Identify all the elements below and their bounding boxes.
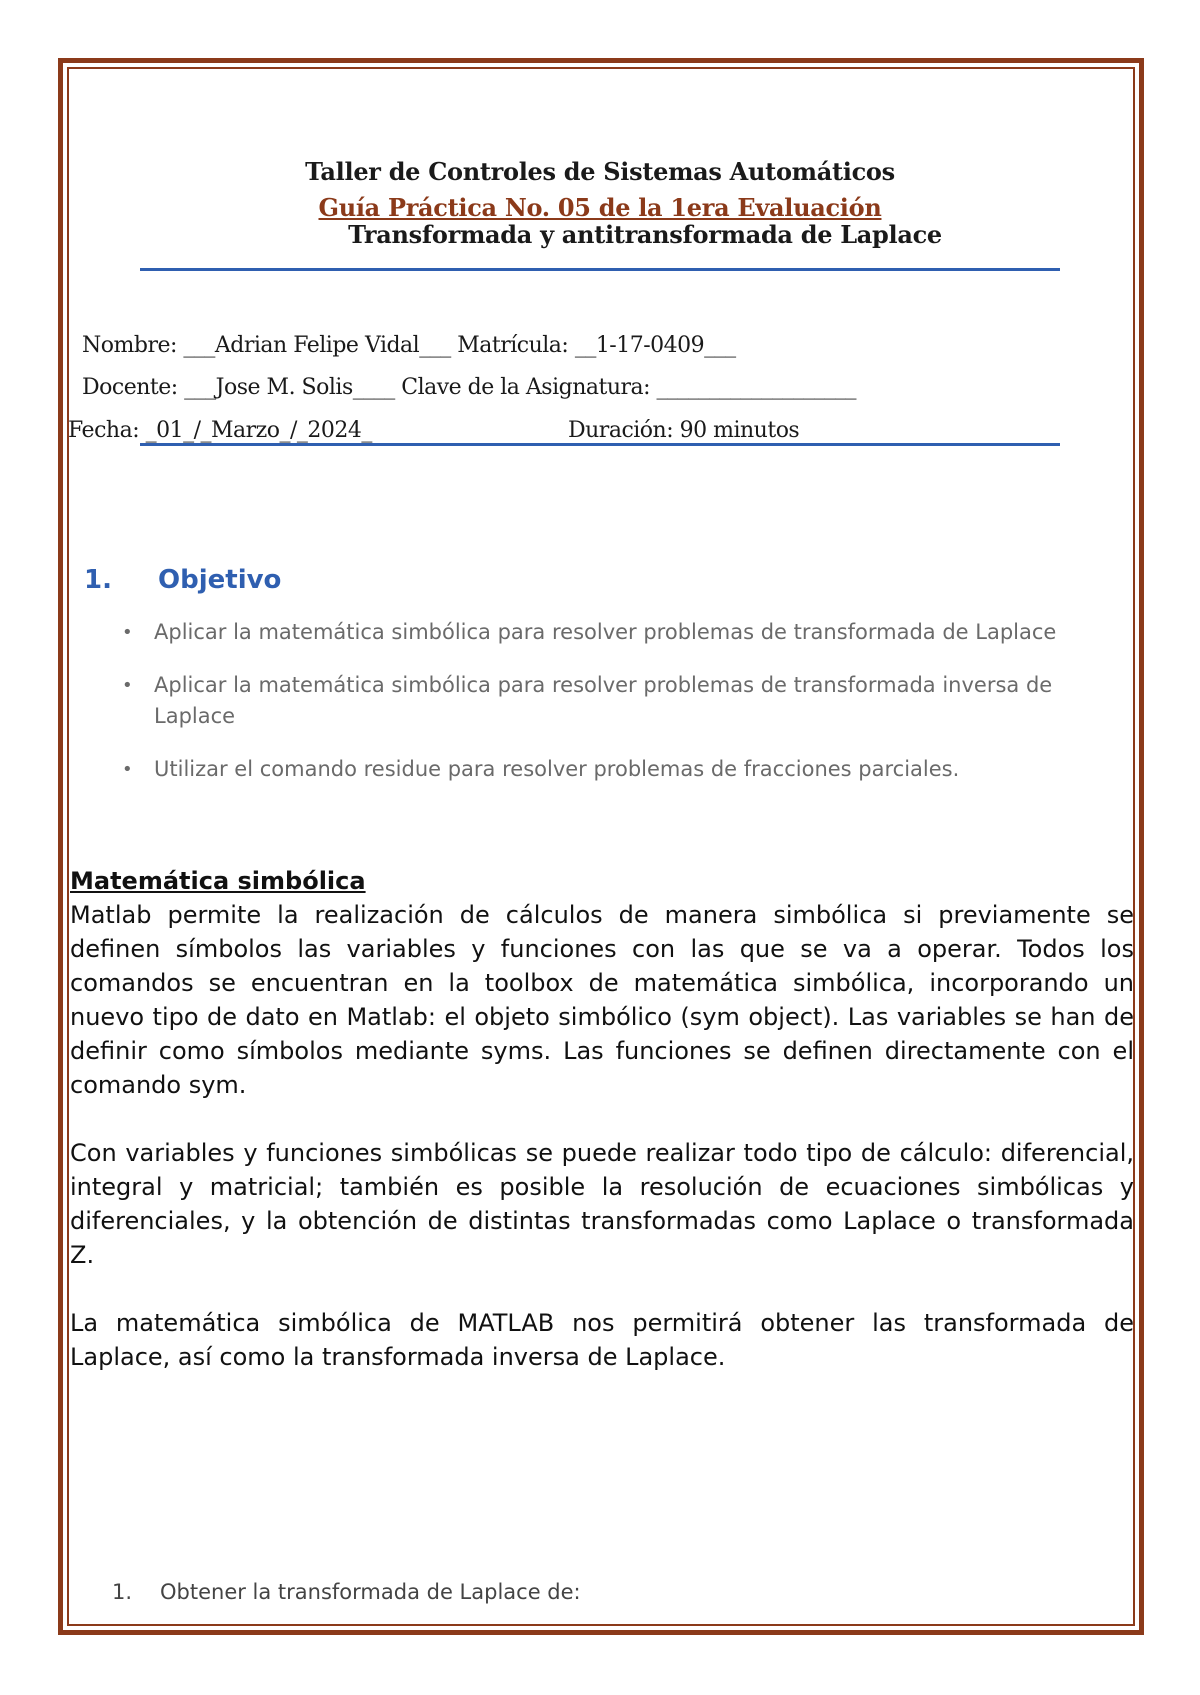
objetivo-list [118, 617, 1128, 807]
nombre-label: Nombre: [82, 333, 177, 358]
clave-label: Clave de la Asignatura: [401, 375, 651, 400]
fecha-value: _01_/_Marzo_/_2024_ [145, 418, 372, 443]
fecha-row [68, 418, 372, 443]
document-subtitle: Guía Práctica No. 05 de la 1era Evaluación [318, 193, 882, 222]
docente-row [82, 375, 856, 400]
document-topic: Transformada y antitransformada de Laplace [348, 220, 942, 249]
docente-label: Docente: [82, 375, 178, 400]
objetivo-number: 1. [84, 565, 112, 595]
duracion-value: 90 minutos [679, 418, 800, 443]
list-item: • Aplicar la matemática simbólica para resolver problemas de transformada inversa de Laplace [118, 670, 1128, 732]
paragraph-2: Con variables y funciones simbólicas se puede realizar todo tipo de cálculo: diferencial, integral y matricial; también es posible la resolución de ecuaciones simbólicas y diferenciales, y la obtención de distintas transformadas como Laplace o transformada Z. [70, 1139, 1134, 1269]
nombre-row [82, 333, 736, 358]
objetivo-heading [84, 565, 281, 595]
paragraph-3: La matemática simbólica de MATLAB nos permitirá obtener las transformada de Laplace, así como la transformada inversa de Laplace. [70, 1309, 1134, 1371]
nombre-value: ___Adrian Felipe Vidal___ [183, 333, 451, 358]
list-item: • Utilizar el comando residue para resolver problemas de fracciones parciales. [118, 754, 1128, 785]
docente-value: ___Jose M. Solis____ [184, 375, 395, 400]
fecha-label: Fecha: [68, 418, 140, 443]
duracion-label: Duración: [568, 418, 674, 443]
list-item: • Aplicar la matemática simbólica para resolver problemas de transformada de Laplace [118, 617, 1128, 648]
clave-value: ___________________ [656, 375, 857, 400]
matematica-heading: Matemática simbólica [70, 867, 366, 895]
page-border-inner [67, 67, 1135, 1626]
ejercicio-item [112, 1580, 581, 1604]
duracion-row [568, 418, 799, 443]
info-rule [140, 443, 1060, 446]
matricula-label: Matrícula: [457, 333, 569, 358]
ejercicio-text: Obtener la transformada de Laplace de: [160, 1580, 581, 1604]
matematica-section [70, 864, 1134, 1374]
document-title: Taller de Controles de Sistemas Automáticos [305, 157, 895, 186]
paragraph-1: Matlab permite la realización de cálculos de manera simbólica si previamente se definen símbolos las variables y funciones con las que se va a operar. Todos los comandos se encuentran en la toolbox de matemática simbólica, incorporando un nuevo tipo de dato en Matlab: el objeto simbólico (sym object). Las variables se han de definir como símbolos mediante syms. Las funciones se definen directamente con el comando sym. [70, 901, 1134, 1099]
ejercicio-number: 1. [112, 1580, 133, 1604]
objetivo-title: Objetivo [158, 565, 282, 595]
header-rule [140, 268, 1060, 271]
matricula-value: __1-17-0409___ [574, 333, 736, 358]
